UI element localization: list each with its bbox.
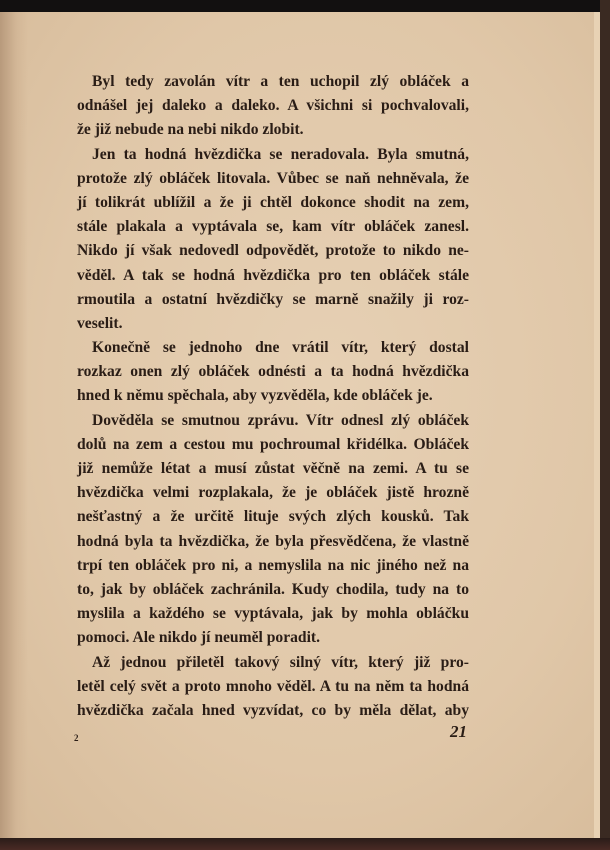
- text-line: že již nebude na nebi nikdo zlobit.: [77, 121, 304, 139]
- text-line: Dověděla se smutnou zprávu. Vítr odnesl zlý obláček: [92, 411, 469, 429]
- text-line: hvězdička začala hned vyzvídat, co by měla dělat, aby: [77, 701, 469, 719]
- paragraph: [77, 336, 469, 409]
- text-line: jí tolikrát ublížil a že ji chtěl dokonce shodit na zem,: [77, 193, 469, 211]
- page-number: 21: [450, 722, 467, 741]
- text-line: dolů na zem a cestou mu pochroumal křidélka. Obláček: [77, 435, 469, 453]
- signature-mark: 2: [74, 733, 79, 743]
- scan-bottom-edge: [0, 838, 610, 850]
- text-line: nešťastný a že určitě lituje svých zlých kousků. Tak: [77, 508, 469, 526]
- text-line: Konečně se jednoho dne vrátil vítr, který dostal: [92, 339, 469, 357]
- text-line: odnášel jej daleko a daleko. A všichni si pochvalovali,: [77, 97, 469, 115]
- text-line: pomoci. Ale nikdo jí neuměl poradit.: [77, 629, 321, 647]
- text-line: již nemůže létat a musí zůstat věčně na zemi. A tu se: [77, 460, 469, 477]
- text-line: rmoutila a ostatní hvězdičky se marně snažily ji roz-: [77, 290, 469, 308]
- book-cover-edge: [600, 0, 610, 850]
- text-line: protože zlý obláček litovala. Vůbec se naň nehněvala, že: [77, 169, 469, 187]
- page-body-text: [77, 70, 469, 723]
- text-line: veselit.: [77, 314, 123, 332]
- text-line: Až jednou přiletěl takový silný vítr, který již pro-: [92, 653, 469, 671]
- text-line: stále plakala a vyptávala se, kam vítr obláček zanesl.: [77, 218, 469, 236]
- page-gutter-shadow: [0, 12, 28, 838]
- text-line: Jen ta hodná hvězdička se neradovala. Byla smutná,: [92, 145, 469, 163]
- paragraph: [77, 143, 469, 337]
- text-line: myslila a každého se vyptávala, jak by mohla obláčku: [77, 605, 469, 623]
- text-line: Byl tedy zavolán vítr a ten uchopil zlý obláček a: [92, 73, 469, 90]
- text-line: hvězdička velmi rozplakala, že je obláček jistě hrozně: [77, 484, 469, 502]
- text-line: trpí ten obláček pro ni, a nemyslila na nic jiného než na: [77, 556, 469, 574]
- text-line: hodná byla ta hvězdička, že byla přesvědčena, že vlastně: [77, 532, 469, 550]
- paragraph: [77, 409, 469, 651]
- paragraph: [77, 651, 469, 724]
- text-line: rozkaz onen zlý obláček odnésti a ta hodná hvězdička: [77, 363, 469, 381]
- text-line: hned k němu spěchala, aby vyzvěděla, kde obláček je.: [77, 387, 433, 405]
- paragraph: [77, 70, 469, 143]
- text-line: věděl. A tak se hodná hvězdička pro ten obláček stále: [77, 266, 469, 284]
- scan-top-edge: [0, 0, 610, 12]
- text-line: to, jak by obláček zachránila. Kudy chodila, tudy na to: [77, 580, 469, 598]
- text-line: letěl celý svět a proto mnoho věděl. A tu na něm ta hodná: [77, 677, 469, 695]
- text-line: Nikdo jí však nedovedl odpovědět, protože to nikdo ne-: [77, 242, 469, 260]
